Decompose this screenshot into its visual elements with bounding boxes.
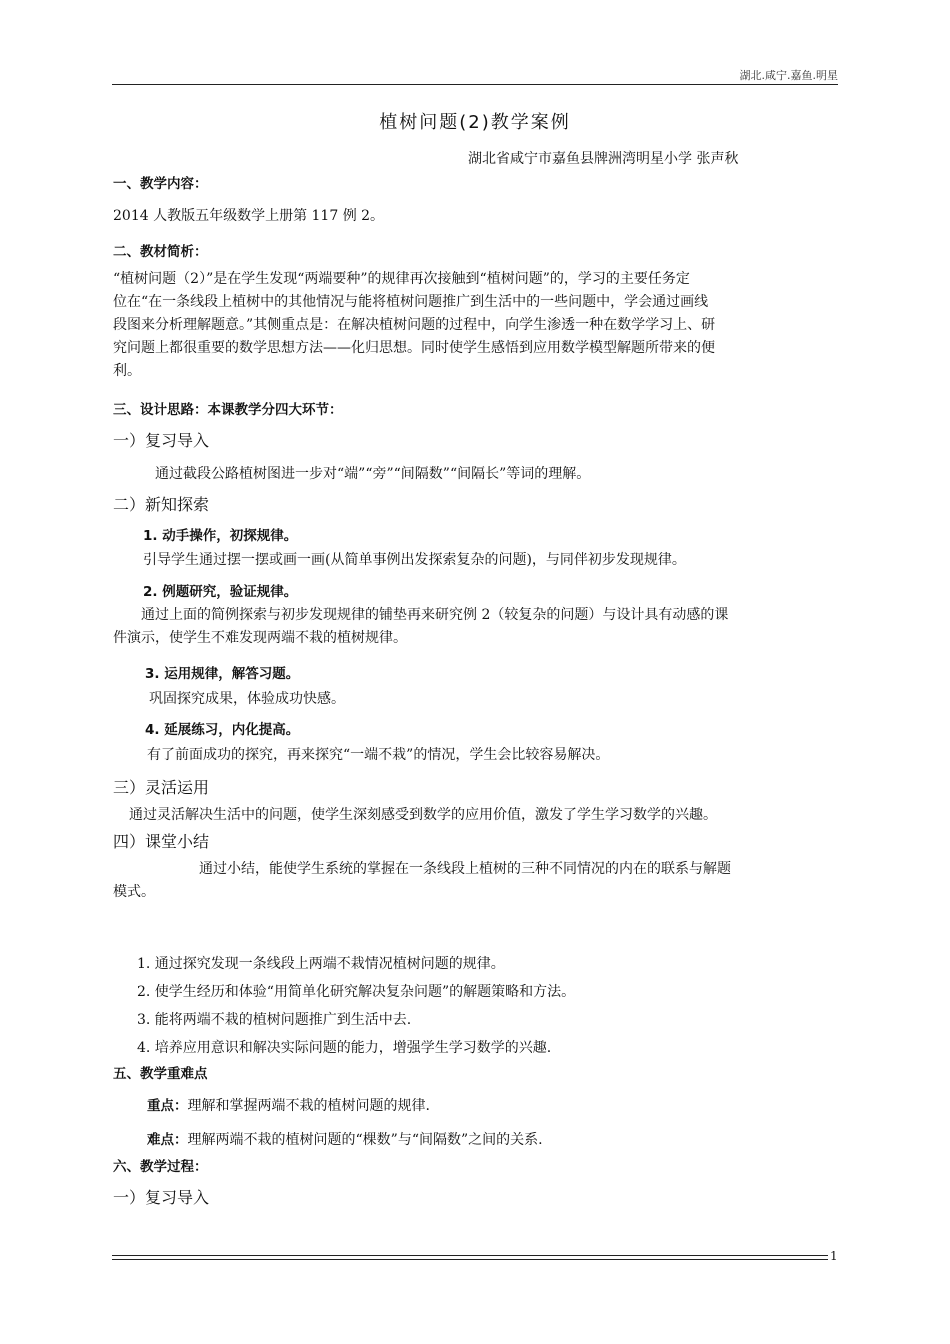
paragraph-line: 通过小结，能使学生系统的掌握在一条线段上植树的三种不同情况的内在的联系与解题: [199, 861, 731, 877]
paragraph-line: 位在“在一条线段上植树中的其他情况与能将植树问题推广到生活中的一些问题中，学会通过画线: [113, 294, 709, 310]
key-point-label: 重点：: [147, 1098, 188, 1114]
paragraph-line: 段图来分析理解题意。”其侧重点是：在解决植树问题的过程中，向学生渗透一种在数学学习上、研: [113, 317, 716, 333]
document-title: 植树问题(2)教学案例: [379, 112, 571, 133]
step-2-title: 2. 例题研究，验证规律。: [143, 584, 298, 600]
section-6-heading: 六、教学过程：: [113, 1159, 208, 1175]
key-point: [147, 1094, 430, 1115]
goal-item: 2. 使学生经历和体验“用简单化研究解决复杂问题”的解题策略和方法。: [137, 984, 576, 1000]
paragraph-line: 模式。: [113, 884, 155, 900]
subsection-review-text: 通过截段公路植树图进一步对“端”“旁”“间隔数”“间隔长”等词的理解。: [155, 466, 591, 482]
subsection-apply-title: 三）灵活运用: [113, 778, 210, 797]
header-rule: [112, 84, 838, 85]
paragraph-line: 究问题上都很重要的数学思想方法——化归思想。同时使学生感悟到应用数学模型解题所带来的便: [113, 340, 715, 356]
goal-item: 4. 培养应用意识和解决实际问题的能力，增强学生学习数学的兴趣.: [137, 1040, 552, 1056]
paragraph-line: 件演示，使学生不难发现两端不栽的植树规律。: [113, 630, 407, 646]
section-1-heading: 一、教学内容：: [113, 176, 208, 192]
section-5-heading: 五、教学重难点: [113, 1066, 208, 1082]
step-2-paragraph: [113, 604, 837, 650]
step-1-title: 1. 动手操作，初探规律。: [143, 528, 298, 544]
step-3-title: 3. 运用规律，解答习题。: [145, 666, 300, 682]
subsection-summary-paragraph: [113, 858, 837, 904]
key-point-text: 理解和掌握两端不栽的植树问题的规律.: [187, 1098, 430, 1114]
section-3-heading: 三、设计思路：本课教学分四大环节：: [113, 402, 343, 418]
subsection-summary-title: 四）课堂小结: [113, 832, 210, 851]
process-review-title: 一）复习导入: [113, 1188, 210, 1207]
step-3-text: 巩固探究成果，体验成功快感。: [149, 691, 345, 707]
step-4-text: 有了前面成功的探究，再来探究“一端不栽”的情况，学生会比较容易解决。: [147, 747, 610, 763]
paragraph-line: 利。: [113, 363, 141, 379]
section-1-text: 2014 人教版五年级数学上册第 117 例 2。: [113, 208, 385, 224]
subsection-apply-text: 通过灵活解决生活中的问题，使学生深刻感受到数学的应用价值，激发了学生学习数学的兴趣。: [129, 807, 717, 823]
footer-rule: [112, 1255, 828, 1260]
difficult-point-label: 难点：: [147, 1132, 188, 1148]
subsection-review-title: 一）复习导入: [113, 431, 210, 450]
step-1-text: 引导学生通过摆一摆或画一画(从简单事例出发探索复杂的问题)，与同伴初步发现规律。: [143, 552, 686, 568]
author-line: 湖北省咸宁市嘉鱼县牌洲湾明星小学 张声秋: [468, 151, 739, 167]
running-header: 湖北.咸宁.嘉鱼.明星: [739, 69, 838, 82]
difficult-point-text: 理解两端不栽的植树问题的“棵数”与“间隔数”之间的关系.: [187, 1132, 543, 1148]
goal-item: 1. 通过探究发现一条线段上两端不栽情况植树问题的规律。: [137, 956, 505, 972]
difficult-point: [147, 1128, 543, 1149]
section-2-paragraph: [113, 268, 837, 383]
step-4-title: 4. 延展练习，内化提高。: [145, 722, 300, 738]
paragraph-line: “植树问题（2）”是在学生发现“两端要种”的规律再次接触到“植树问题”的，学习的主要任务定: [113, 271, 690, 287]
page-number: 1: [830, 1249, 838, 1263]
paragraph-line: 通过上面的简例探索与初步发现规律的铺垫再来研究例 2（较复杂的问题）与设计具有动感的课: [141, 607, 729, 623]
section-2-heading: 二、教材简析：: [113, 244, 208, 260]
subsection-explore-title: 二）新知探索: [113, 495, 210, 514]
goal-item: 3. 能将两端不栽的植树问题推广到生活中去.: [137, 1012, 412, 1028]
